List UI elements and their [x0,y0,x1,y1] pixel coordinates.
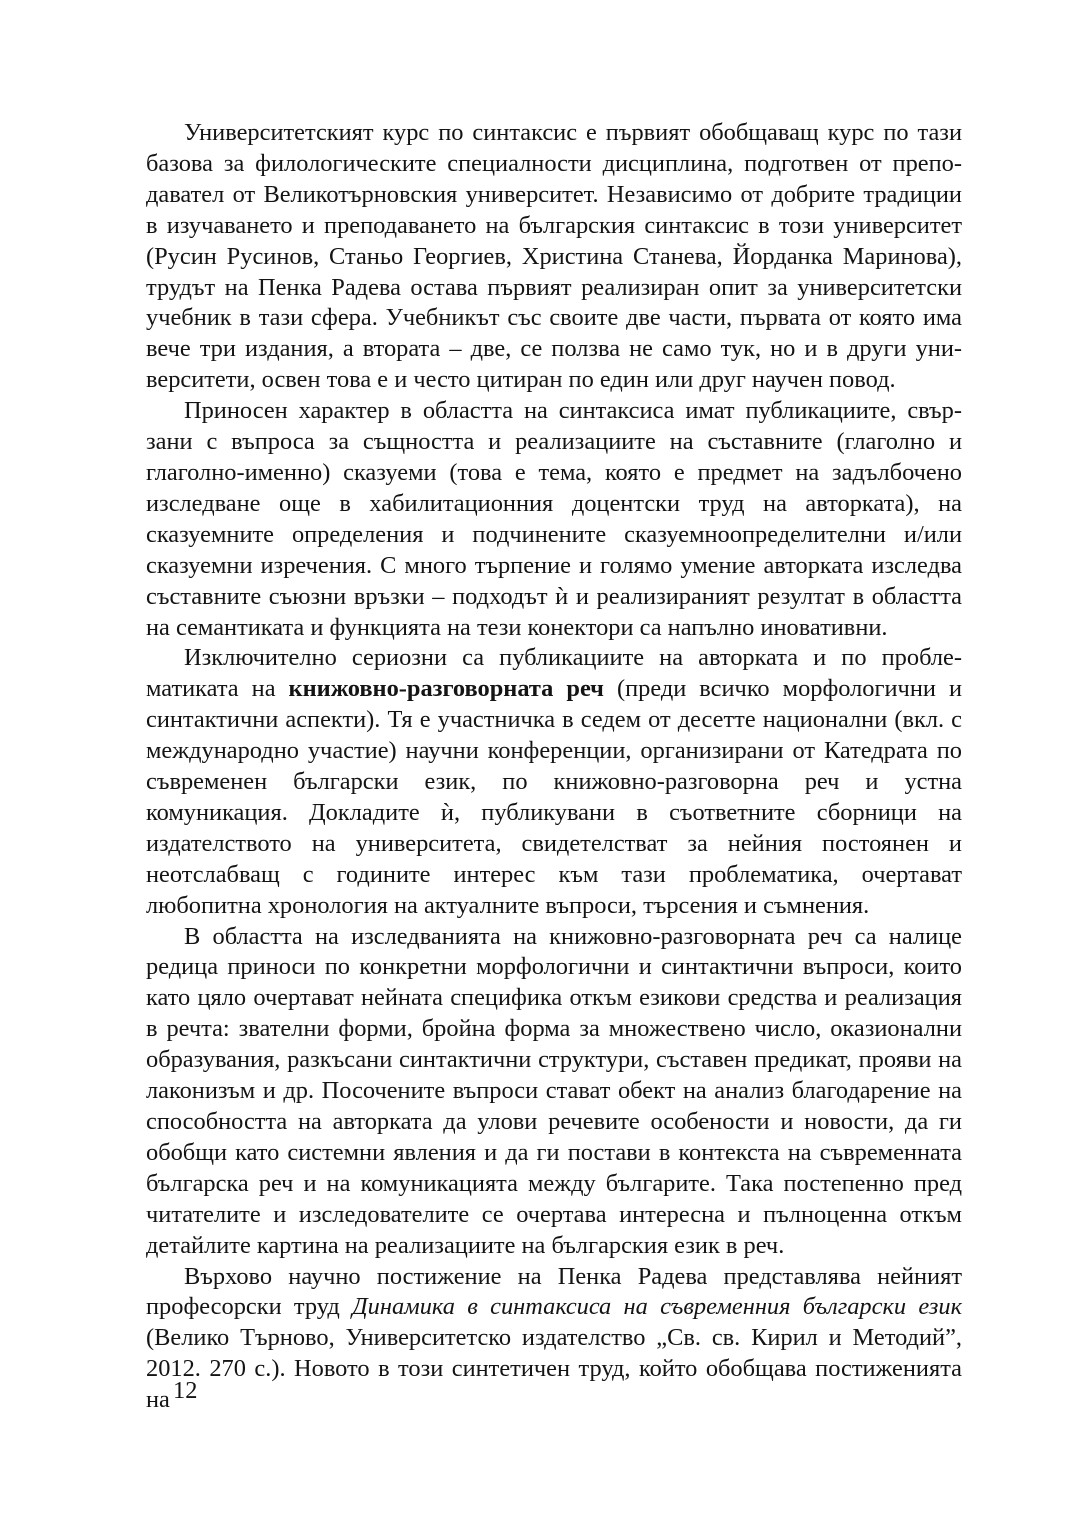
page-number: 12 [173,1377,198,1404]
paragraph-university-course: Университетският курс по синтаксис е първият обобщаващ курс по тази базова за филологическите специалности дисциплина, подготвен от преподавател от Великотърновския университет. Независимо от добрите традиции в изучаването и преподаването на българския синтаксис в този университет (Русин Русинов, Станьо Георгиев, Христина Станева, Йорданка Маринова), трудът на Пенка Радева остава първият реализиран опит за университетски учебник в тази сфера. Учебникът със своите две части, първата от която има вече три издания, а втората – две, се ползва не само тук, но и в други университети, освен това е и често цитиран по един или друг научен повод. [146,119,962,394]
page-body [146,118,962,1416]
paragraph-colloquial-speech-research: В областта на изследванията на книжовно-разговорната реч са налице редица приноси по конкретни морфологични и синтактични въпроси, които като цяло очертават нейната специфика откъм езикови средства и реализация в речта: звателни форми, бройна форма за множествено число, оказионални образувания, разкъсани синтактични структури, съставен предикат, прояви на лаконизъм и др. Посочените въпроси стават обект на анализ благодарение на способността на авторката да улови речевите особености и новости, да ги обобщи като системни явления и да ги постави в контекста на съвременната българска реч и на комуникацията между българите. Така постепенно пред читателите и изследователите се очертава интересна и пълноценна откъм детайлите картина на реализациите на българския език в реч. [146,922,962,1259]
paragraph-professorial-work [146,1262,962,1417]
paragraph-professorial-work-lead: Върхово научно постижение на Пенка Радева представлява нейният професорски труд [146,1262,962,1321]
paragraph-colloquial-speech-lead: Изключително сериозни са публикациите на авторката и по проблематиката на [146,644,962,703]
paragraph-syntax-contributions: Приносен характер в областта на синтаксиса имат публикациите, свързани с въпроса за същността и реализациите на съставните (глаголно и глаголно-именно) сказуеми (това е тема, която е предмет на задълбочено изследване още в хабилитационния доцентски труд на авторката), на сказуемните определения и подчинените сказуемноопределителни и/или сказуемни изречения. С много търпение и голямо умение авторката изследва съставните съюзни връзки – подходът ѝ и реализираният резултат в областта на семантиката и функцията на тези конектори са напълно иновативни. [146,397,962,641]
paragraph-professorial-work-rest: (Велико Търново, Университетско издателство „Св. св. Кирил и Методий”, 2012. 270 с.). Новото в този синтетичен труд, който обобщава постиженията на [146,1324,962,1414]
bold-term-colloquial-speech: книжовно-разговорната реч [288,675,604,703]
paragraph-colloquial-speech-publications [146,643,962,921]
italic-book-title: Динамика в синтаксиса на съвременния български език [352,1293,962,1321]
paragraph-colloquial-speech-rest: (преди всичко морфологични и синтактични аспекти). Тя е участничка в седем от десетте национални (вкл. с международно участие) научни конференции, организирани от Катедрата по съвременен български език, по книжовно-разговорна реч и устна комуникация. Докладите ѝ, публикувани в съответните сборници на издателството на университета, свидетелстват за нейния постоянен и неотслабващ с годините интерес към тази проблематика, очертават любопитна хронология на актуалните въпроси, търсения и съмнения. [146,675,962,919]
